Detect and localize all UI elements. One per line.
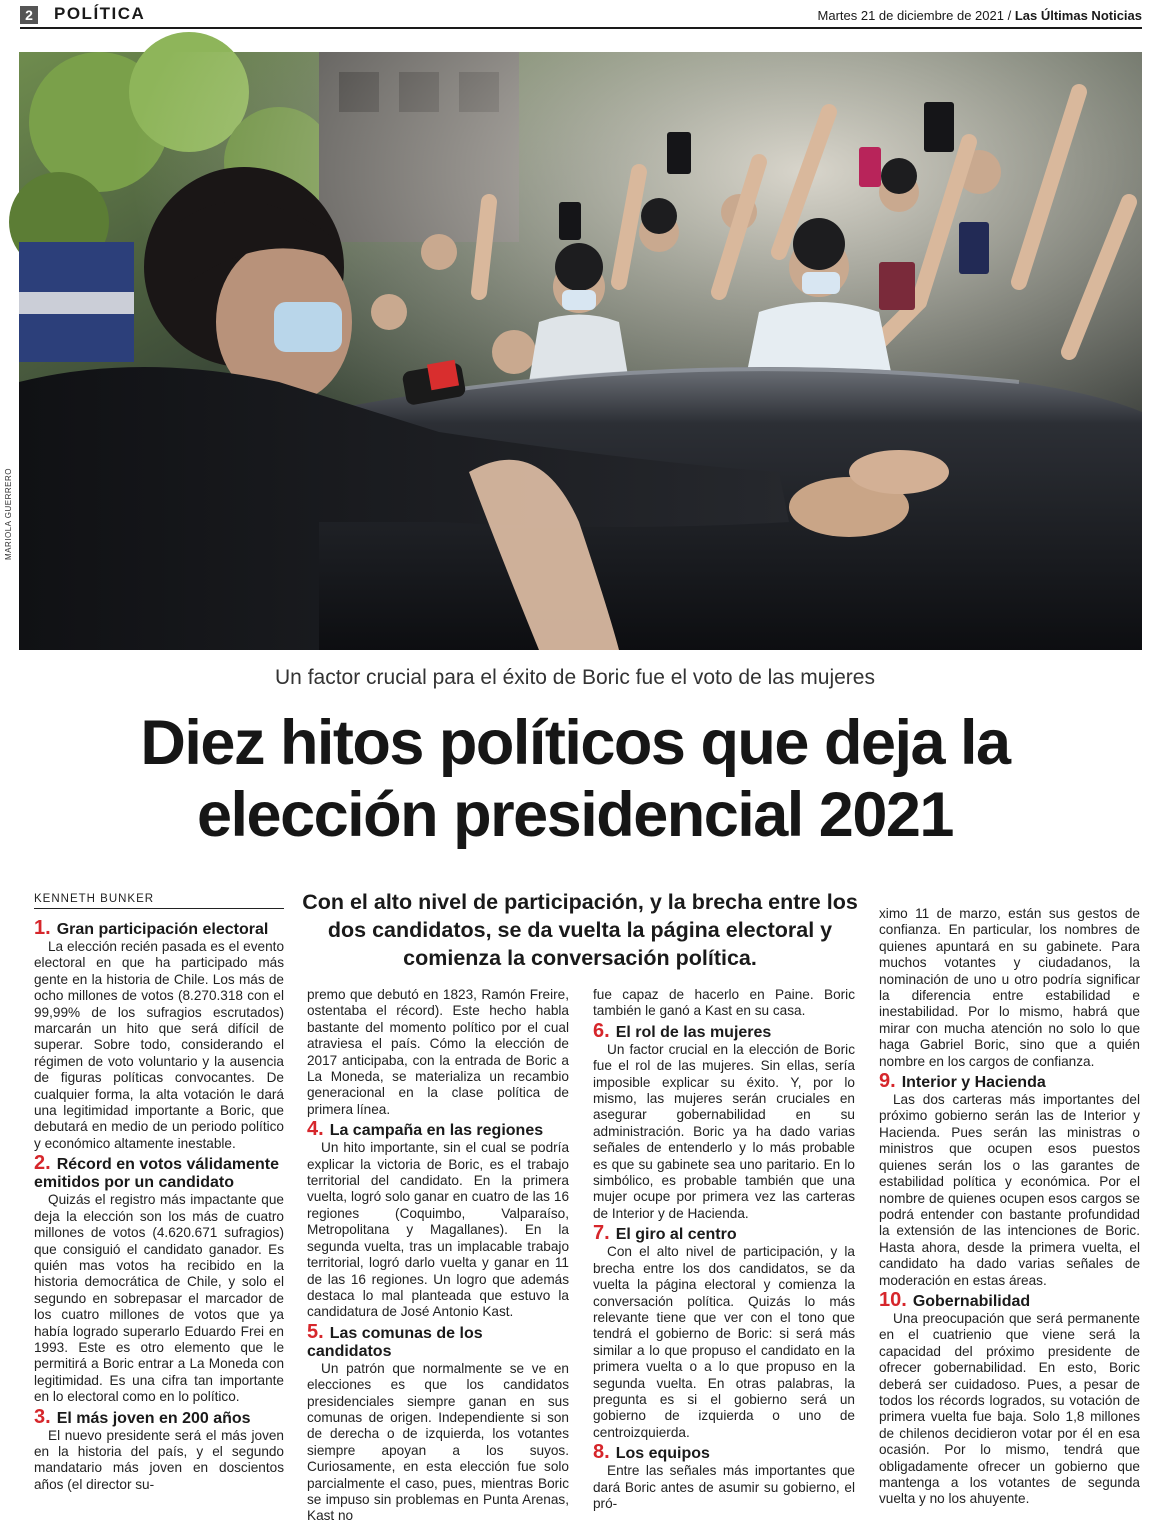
issue-date: Martes 21 de diciembre de 2021 [817, 8, 1004, 23]
section-body-8: Entre las señales más importantes que dará Boric antes de asumir su gobierno, el pró- [593, 1463, 855, 1511]
dateline [818, 8, 1142, 23]
page-header [20, 4, 1142, 26]
article-column-3 [593, 987, 855, 1512]
section-body-5: Un patrón que normalmente se ve en elecciones es que los candidatos presidenciales siempre ganan en sus comunas de origen. Independiente si son de derecha o de izquierda, los votantes siempre apoyan a los suyos. Curiosamente, en esta elección fue solo parcialmente el caso, pues, mientras Boric se impuso sin problemas en Punta Arenas, Kast no [307, 1360, 569, 1524]
section-heading-4: 4. La campaña en las regiones [307, 1118, 544, 1141]
section-heading-2: 2. Récord en votos válidamente emitidos por un candidato [34, 1152, 279, 1192]
page-number: 2 [20, 6, 38, 24]
section-body-10: Una preocupación que será permanente en el cuatrienio que viene será la capacidad del próximo presidente de ofrecer gobernabilidad. En esto, Boric deberá ser cuidadoso. Pues, a pesar de todos los récords logrados, su votación de primera vuelta fue baja. Solo 1,8 millones de chilenos decidieron votar por él en esa ocasión. Por lo mismo, tendrá que obligadamente ofrecer un gobierno que mantenga a los votantes de segunda vuelta y no los ahuyente. [879, 1310, 1140, 1507]
section-heading-7: 7. El giro al centro [593, 1222, 737, 1245]
headline: Diez hitos políticos que deja la elección presidencial 2021 [140, 708, 1010, 850]
dateline-separator: / [1007, 8, 1012, 23]
section-heading-8: 8. Los equipos [593, 1441, 710, 1464]
kicker: Un factor crucial para el éxito de Boric fue el voto de las mujeres [275, 666, 875, 689]
byline: KENNETH BUNKER [34, 893, 284, 909]
section-heading-10: 10. Gobernabilidad [879, 1288, 1031, 1311]
photo-credit: MARIOLA GUERRERO [4, 467, 13, 560]
section-body-2: Quizás el registro más impactante que deja la elección son los más de cuatro millones de votos (4.620.671 sufragios) que consiguió el candidato ganador. Es quién mas votos ha recibido en la historia democrática de Chile, y solo el segundo en sobrepasar el marcador de los cuatro millones de votos que ya había logrado superarlo Eduardo Frei en 1993. Este es otro elemento que le permitirá a Boric entrar a La Moneda con legitimidad. Es una cifra tan importante en lo electoral como en lo político. [34, 1192, 284, 1405]
section-body-4: Un hito importante, sin el cual se podría explicar la victoria de Boric, es el trabajo territorial del candidato. En la primera vuelta, logró solo ganar en cuatro de las 16 regiones (Coquimbo, Valparaíso, Metropolitana y Magallanes). En la segunda vuelta, tras un implacable trabajo territorial, logró darlo vuelta y ganar en 11 de las 16 regiones. Un logro que además destaca lo mal planteada que estuvo la candidatura de José Antonio Kast. [307, 1140, 569, 1320]
section-body-6: Un factor crucial en la elección de Boric fue el rol de las mujeres. Sin ellas, sería imposible explicar su éxito. Y, por lo mismo, las mujeres serán cruciales en asegurar gobernabilidad en su administración. Boric ya ha dado varias señales de entenderlo y lo más probable es que su gabinete sea uno paritario. En lo simbólico, es probable también que una mujer ocupe por primera vez las carteras de Interior y de Hacienda. [593, 1041, 855, 1221]
lead-photo-illustration [19, 52, 1142, 650]
section-name: POLÍTICA [54, 4, 146, 23]
section-body-9: Las dos carteras más importantes del próximo gobierno serán las de Interior y Hacienda. Pues serán las ministras o ministros que ocupen esos puestos quienes serán los o las garantes de estabilidad política y económica. Por el nombre de quienes ocupen esos cargos se podrá entender con bastante profundidad la extensión de las intenciones de Boric. Hasta ahora, desde la primera vuelta, el candidato ha dado varias señales de moderación en estas áreas. [879, 1092, 1140, 1288]
article-column-4 [879, 906, 1140, 1508]
pull-quote: Con el alto nivel de participación, y la brecha entre los dos candidatos, se da vuelta la página electoral y comienza la conversación política. [302, 890, 858, 970]
section-body-3-continued: premo que debutó en 1823, Ramón Freire, ostentaba el récord). Este hecho habla bastante del momento político por el cual atraviesa el país. Cómo la elección de 2017 anticipaba, con la entrada de Boric a La Moneda, se materializa un recambio generacional en la clase política de primera línea. [307, 987, 569, 1117]
article-column-2 [307, 987, 569, 1525]
section-body-1: La elección recién pasada es el evento electoral en que ha participado más gente en la historia de Chile. Los más de ocho millones de votos (8.270.318 con el 99,99% de los sufragios escrutados) marcarán un hito que será difícil de superar. Sobre todo, considerando el régimen de voto voluntario y la ausencia de figuras políticas convocantes. De cualquier forma, la alta votación le dará una legitimidad importante a Boric, que debutará en medio de un periodo político y económico altamente inestable. [34, 939, 284, 1151]
section-body-8-continued: ximo 11 de marzo, están sus gestos de confianza. En particular, los nombres de quienes apuntará en su gabinete. Para muchos votantes y ciudadanos, la nominación de uno u otro podría significar la diferencia entre estabilidad e inestabilidad. Por lo mismo, habrá que mirar con mucha atención no solo lo que haga Gabriel Boric, sino que a quién nombre en los cargos de confianza. [879, 906, 1140, 1069]
section-heading-6: 6. El rol de las mujeres [593, 1019, 772, 1042]
lead-photo [19, 52, 1142, 650]
newspaper-name: Las Últimas Noticias [1014, 8, 1142, 23]
header-rule [20, 27, 1142, 29]
section-body-7: Con el alto nivel de participación, y la brecha entre los dos candidatos, se da vuelta la página electoral y comienza la conversación política. Quizás lo más relevante tiene que ver con el tono que tendrá el gobierno de Boric: si será más similar a lo que propuso el candidato en la primera vuelta o a lo que propuso en la segunda vuelta. En otras palabras, la pregunta es si el gobierno será un gobierno de izquierda o uno de centroizquierda. [593, 1244, 855, 1440]
section-body-3: El nuevo presidente será el más joven en la historia del país, y el segundo mandatario más joven en doscientos años (el director su- [34, 1427, 284, 1492]
section-heading-9: 9. Interior y Hacienda [879, 1070, 1046, 1093]
article-column-1 [34, 893, 284, 1493]
section-heading-1: 1. Gran participación electoral [34, 917, 269, 939]
section-body-5-continued: fue capaz de hacerlo en Paine. Boric también le ganó a Kast en su casa. [593, 987, 855, 1019]
section-heading-5: 5. Las comunas de los candidatos [307, 1320, 483, 1360]
section-heading-3: 3. El más joven en 200 años [34, 1405, 251, 1428]
